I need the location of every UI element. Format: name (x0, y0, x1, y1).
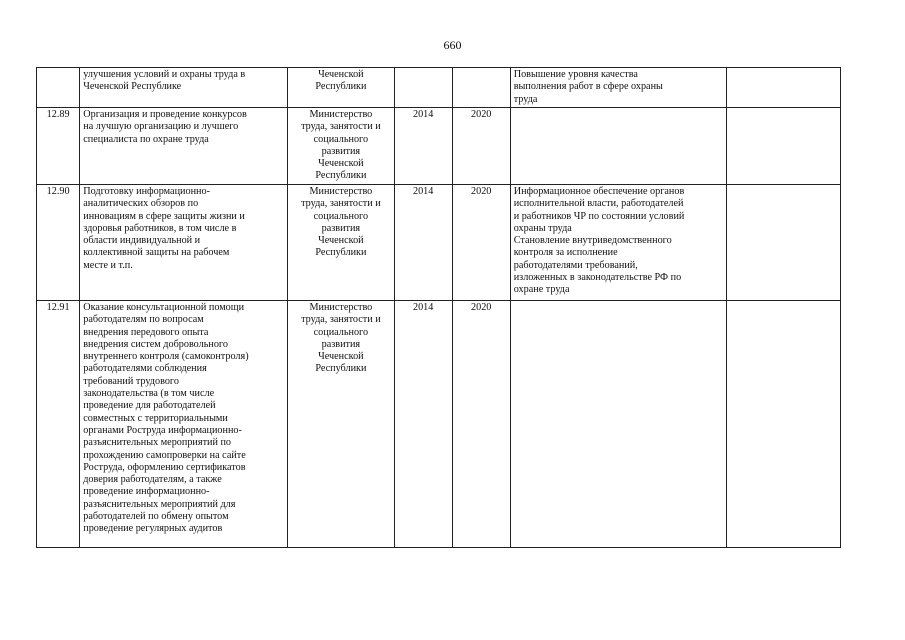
note (727, 185, 841, 301)
expected-result: Информационное обеспечение органов исполнительной власти, работодателей и работников ЧР по состоянии условий охраны труда Становление внутриведомственного контроля за исполнение работодателями требований, изложенных в законодательстве РФ по охране труда (510, 185, 726, 301)
end-year: 2020 (452, 301, 510, 548)
start-year: 2014 (394, 185, 452, 301)
executor: Министерство труда, занятости и социального развития Чеченской Республики (288, 185, 395, 301)
table-row (37, 301, 841, 548)
table-row (37, 185, 841, 301)
row-number: 12.89 (37, 108, 80, 185)
executor: Министерство труда, занятости и социального развития Чеченской Республики (288, 301, 395, 548)
start-year: 2014 (394, 301, 452, 548)
row-number: 12.90 (37, 185, 80, 301)
executor: Чеченской Республики (288, 68, 395, 108)
table-row (37, 108, 841, 185)
note (727, 108, 841, 185)
page-number: 660 (443, 38, 462, 52)
note (727, 68, 841, 108)
start-year (394, 68, 452, 108)
end-year: 2020 (452, 108, 510, 185)
measure-name: Подготовку информационно- аналитических обзоров по инновациям в сфере защиты жизни и здоровья работников, в том числе в области индивидуальной и коллективной защиты на рабочем месте и т.п. (80, 185, 288, 301)
note (727, 301, 841, 548)
table-row (37, 68, 841, 108)
measures-table (36, 67, 841, 548)
executor: Министерство труда, занятости и социального развития Чеченской Республики (288, 108, 395, 185)
start-year: 2014 (394, 108, 452, 185)
expected-result (510, 108, 726, 185)
measure-name: улучшения условий и охраны труда в Чеченской Республике (80, 68, 288, 108)
row-number: 12.91 (37, 301, 80, 548)
end-year: 2020 (452, 185, 510, 301)
expected-result (510, 301, 726, 548)
row-number (37, 68, 80, 108)
measure-name: Организация и проведение конкурсов на лучшую организацию и лучшего специалиста по охране труда (80, 108, 288, 185)
end-year (452, 68, 510, 108)
expected-result: Повышение уровня качества выполнения работ в сфере охраны труда (510, 68, 726, 108)
measure-name: Оказание консультационной помощи работодателям по вопросам внедрения передового опыта внедрения систем добровольного внутреннего контроля (самоконтроля) работодателями соблюдения требований трудового законодательства (в том числе проведение для работодателей совместных с территориальными органами Роструда информационно- разъяснительных мероприятий по прохождению самопроверки на сайте Роструда, оформлению сертификатов доверия работодателям, а также проведение информационно- разъяснительных мероприятий для работодателей по обмену опытом проведение регулярных аудитов (80, 301, 288, 548)
